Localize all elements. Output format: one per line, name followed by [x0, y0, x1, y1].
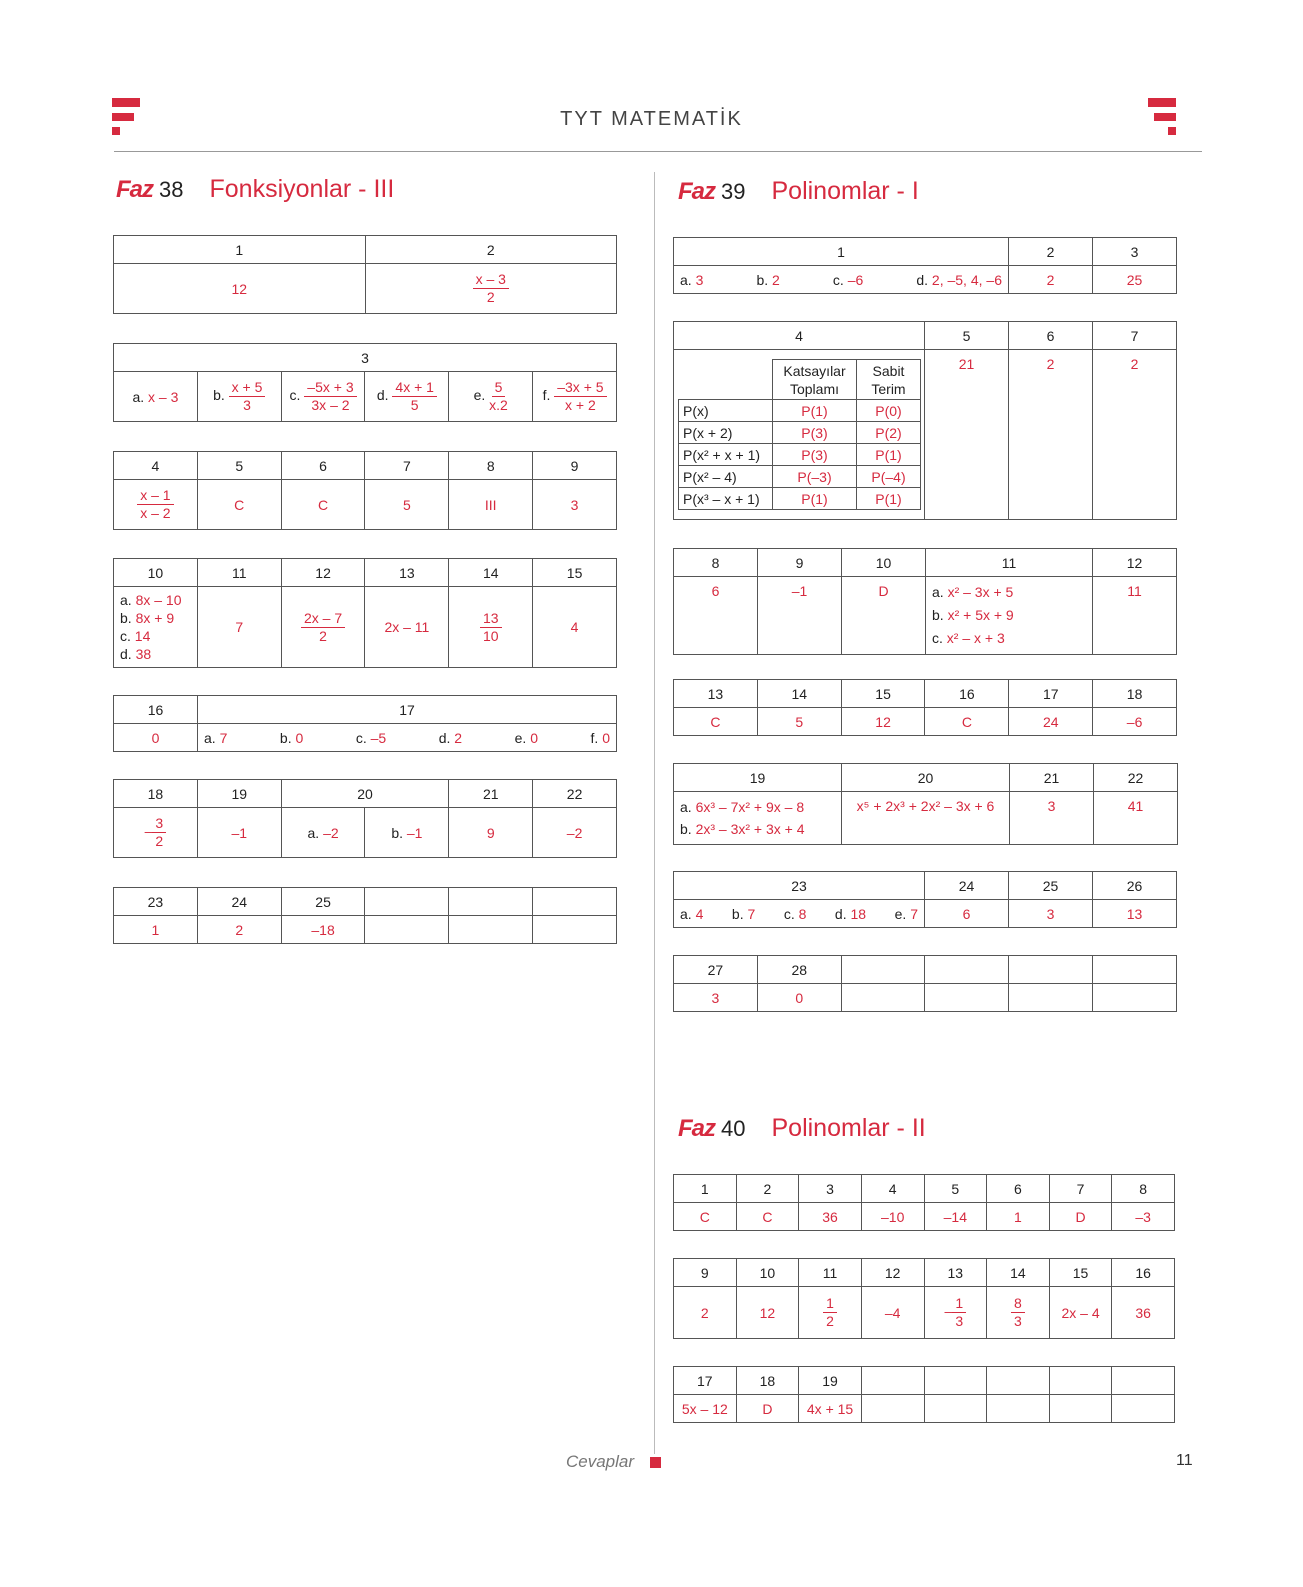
answer-cell: a. 7 b. 0 c. –5 d. 2 e. 0 f. 0 [198, 724, 617, 752]
answer-cell: a. 4 b. 7 c. 8 d. 18 e. 7 [674, 900, 925, 928]
header-cell: 22 [1094, 764, 1178, 792]
header-cell: 15 [841, 680, 925, 708]
answer-cell: 21 [925, 350, 1009, 520]
empty-cell [987, 1367, 1050, 1395]
header-cell: 16 [925, 680, 1009, 708]
footer-label: Cevaplar [566, 1452, 635, 1471]
header-cell: 24 [197, 888, 281, 916]
s39-table-3 [673, 548, 1177, 655]
empty-cell [365, 916, 449, 944]
faz-label: Faz [678, 1115, 716, 1142]
answer-cell: 4x + 15 [799, 1395, 862, 1423]
footer-square-icon [650, 1457, 661, 1468]
header-cell: 13 [924, 1259, 987, 1287]
answer-cell: –3 [1112, 1203, 1175, 1231]
header-cell: 14 [449, 559, 533, 587]
answer-cell: – $\frac{1}{3}$ [924, 1287, 987, 1339]
header-cell: 2 [365, 236, 617, 264]
s38-table-2 [113, 343, 617, 422]
header-cell: 12 [1093, 549, 1177, 577]
faz-label: Faz [678, 178, 716, 205]
column-divider [654, 172, 655, 1454]
section-title: Polinomlar - II [771, 1114, 926, 1142]
s39-table-2 [673, 321, 1177, 520]
header-cell: 12 [281, 559, 365, 587]
header-divider [114, 151, 1202, 152]
header-cell: 20 [842, 764, 1010, 792]
header-cell: Katsayılar Toplamı [773, 360, 857, 400]
section-title: Fonksiyonlar - III [209, 175, 395, 203]
header-cell: 6 [987, 1175, 1050, 1203]
empty-cell [1112, 1367, 1175, 1395]
answer-cell: b. –1 [365, 808, 449, 858]
answer-cell: P(1) [857, 444, 921, 466]
header-cell: 4 [861, 1175, 924, 1203]
answer-cell: D [736, 1395, 799, 1423]
empty-cell [1093, 984, 1177, 1012]
answer-cell: 6 [674, 577, 758, 655]
row-label: P(x³ – x + 1) [679, 488, 773, 510]
answer-cell: 36 [1112, 1287, 1175, 1339]
answer-cell: a. x² – 3x + 5 b. x² + 5x + 9 c. x² – x + 3 [926, 577, 1093, 655]
header-cell: 7 [1093, 322, 1177, 350]
header-cell: 3 [1093, 238, 1177, 266]
header-cell: 16 [1112, 1259, 1175, 1287]
footer [566, 1452, 661, 1472]
header-cell: 17 [674, 1367, 737, 1395]
header-cell: 19 [674, 764, 842, 792]
empty-cell [365, 888, 449, 916]
answer-cell: 24 [1009, 708, 1093, 736]
section-39-heading [678, 177, 919, 206]
answer-cell: 12 [114, 264, 366, 314]
answer-cell: –14 [924, 1203, 987, 1231]
answer-cell: 2 [1009, 350, 1093, 520]
header-cell: 4 [674, 322, 925, 350]
s40-table-3 [673, 1366, 1175, 1423]
answer-cell: 12 [736, 1287, 799, 1339]
header-cell: 8 [1112, 1175, 1175, 1203]
page-number: 11 [1176, 1452, 1193, 1469]
empty-cell [533, 888, 617, 916]
header-cell: 6 [1009, 322, 1093, 350]
page-title: TYT MATEMATİK [560, 108, 743, 130]
header-cell: 1 [674, 1175, 737, 1203]
answer-cell: a. 6x³ – 7x² + 9x – 8 b. 2x³ – 3x² + 3x + 4 [674, 792, 842, 845]
answer-cell: 3 [1010, 792, 1094, 845]
header-cell: 7 [365, 452, 449, 480]
header-cell: 3 [114, 344, 617, 372]
answer-cell: –1 [758, 577, 842, 655]
faz-label: Faz [116, 176, 154, 203]
answer-cell: $\frac{13}{10}$ [449, 587, 533, 668]
answer-cell: –10 [861, 1203, 924, 1231]
answer-cell: – $\frac{3}{2}$ [114, 808, 198, 858]
header-cell: 10 [114, 559, 198, 587]
answer-cell: D [1049, 1203, 1112, 1231]
header-cell: 20 [281, 780, 449, 808]
answer-cell: 41 [1094, 792, 1178, 845]
answer-cell: 2x – 11 [365, 587, 449, 668]
answer-cell: P(–3) [773, 466, 857, 488]
section-number: 40 [721, 1116, 746, 1141]
s39-table-7 [673, 955, 1177, 1012]
answer-cell: $\frac{x - 1}{x - 2}$ [114, 480, 198, 530]
empty-cell [1093, 956, 1177, 984]
s38-table-3 [113, 451, 617, 530]
answer-cell: a. 3 b. 2 c. –6 d. 2, –5, 4, –6 [674, 266, 1009, 294]
header-cell: 19 [799, 1367, 862, 1395]
empty-cell [861, 1395, 924, 1423]
answer-cell: –18 [281, 916, 365, 944]
header-cell: 25 [1009, 872, 1093, 900]
answer-cell: 11 [1093, 577, 1177, 655]
header-cell: 11 [197, 559, 281, 587]
answer-cell: C [674, 708, 758, 736]
empty-cell [841, 984, 925, 1012]
answer-cell: d. $\frac{4x + 1}{5}$ [365, 372, 449, 422]
answer-cell: P(3) [773, 422, 857, 444]
polynomial-subtable [678, 359, 921, 510]
header-cell: 17 [1009, 680, 1093, 708]
header-cell: 25 [281, 888, 365, 916]
answer-cell: P(1) [857, 488, 921, 510]
row-label: P(x + 2) [679, 422, 773, 444]
answer-cell: 13 [1093, 900, 1177, 928]
header-cell: 5 [197, 452, 281, 480]
header-cell: 9 [674, 1259, 737, 1287]
header-cell: 2 [736, 1175, 799, 1203]
s39-table-6 [673, 871, 1177, 928]
answer-cell: $\frac{2x - 7}{2}$ [281, 587, 365, 668]
s38-table-6 [113, 779, 617, 858]
answer-cell: 25 [1093, 266, 1177, 294]
header-cell: 9 [533, 452, 617, 480]
header-cell: 21 [1010, 764, 1094, 792]
header-cell: 23 [114, 888, 198, 916]
header-cell: 14 [987, 1259, 1050, 1287]
header-cell: 1 [114, 236, 366, 264]
s39-table-5 [673, 763, 1178, 845]
answer-cell: a. –2 [281, 808, 365, 858]
header-cell: 10 [736, 1259, 799, 1287]
empty-cell [1049, 1395, 1112, 1423]
header-cell: 28 [757, 956, 841, 984]
answer-cell: 0 [114, 724, 198, 752]
answer-cell: c. $\frac{-5x + 3}{3x - 2}$ [281, 372, 365, 422]
answer-cell: 5x – 12 [674, 1395, 737, 1423]
answer-cell: 9 [449, 808, 533, 858]
empty-cell [841, 956, 925, 984]
answer-cell: 3 [674, 984, 758, 1012]
answer-cell: 5 [365, 480, 449, 530]
section-40-heading [678, 1114, 926, 1143]
header-cell: 8 [674, 549, 758, 577]
header-cell: 27 [674, 956, 758, 984]
answer-cell: C [197, 480, 281, 530]
answer-cell: P(–4) [857, 466, 921, 488]
header-cell: 8 [449, 452, 533, 480]
answer-cell: 2x – 4 [1049, 1287, 1112, 1339]
header-cell: 10 [842, 549, 926, 577]
empty-cell [924, 1395, 987, 1423]
answer-cell: 12 [841, 708, 925, 736]
header-cell: 14 [757, 680, 841, 708]
answer-cell: –1 [197, 808, 281, 858]
answer-cell: 7 [197, 587, 281, 668]
section-number: 38 [159, 177, 184, 202]
s38-table-4 [113, 558, 617, 668]
answer-cell: 5 [757, 708, 841, 736]
answer-cell: e. $\frac{5}{x.2}$ [449, 372, 533, 422]
header-cell: 18 [736, 1367, 799, 1395]
answer-cell: f. $\frac{-3x + 5}{x + 2}$ [533, 372, 617, 422]
empty-cell [1112, 1395, 1175, 1423]
answer-cell: P(1) [773, 400, 857, 422]
answer-cell: $\frac{1}{2}$ [799, 1287, 862, 1339]
header-cell: 2 [1009, 238, 1093, 266]
answer-cell: –6 [1093, 708, 1177, 736]
answer-cell: 2 [1093, 350, 1177, 520]
answer-cell: –4 [861, 1287, 924, 1339]
answer-cell [365, 264, 617, 314]
s40-table-1 [673, 1174, 1175, 1231]
answer-cell: a. 8x – 10 b. 8x + 9 c. 14 d. 38 [114, 587, 198, 668]
answer-cell: 6 [925, 900, 1009, 928]
header-cell: 26 [1093, 872, 1177, 900]
header-cell: 18 [114, 780, 198, 808]
answer-cell: 2 [197, 916, 281, 944]
header-cell: 15 [533, 559, 617, 587]
section-38-heading [116, 175, 394, 204]
empty-cell [925, 956, 1009, 984]
header-cell: 9 [758, 549, 842, 577]
empty-cell [533, 916, 617, 944]
answer-cell: 4 [533, 587, 617, 668]
answer-cell: –2 [533, 808, 617, 858]
s38-table-1 [113, 235, 617, 314]
header-cell: 19 [197, 780, 281, 808]
header-cell: 13 [674, 680, 758, 708]
answer-cell: P(1) [773, 488, 857, 510]
s38-table-7 [113, 887, 617, 944]
answer-cell: 0 [757, 984, 841, 1012]
header-cell: 4 [114, 452, 198, 480]
header-cell: 5 [924, 1175, 987, 1203]
s39-table-4 [673, 679, 1177, 736]
empty-cell [449, 888, 533, 916]
answer-cell: P(3) [773, 444, 857, 466]
empty-cell [924, 1367, 987, 1395]
row-label: P(x² + x + 1) [679, 444, 773, 466]
answer-cell: 3 [1009, 900, 1093, 928]
empty-cell [925, 984, 1009, 1012]
row-label: P(x² – 4) [679, 466, 773, 488]
header-cell: 1 [674, 238, 1009, 266]
answer-cell: P(2) [857, 422, 921, 444]
header-cell: 15 [1049, 1259, 1112, 1287]
header-cell: 22 [533, 780, 617, 808]
s38-table-5 [113, 695, 617, 752]
header-cell: 7 [1049, 1175, 1112, 1203]
answer-cell: 2 [674, 1287, 737, 1339]
empty-cell [449, 916, 533, 944]
polynomial-subtable-cell [674, 350, 925, 520]
s39-table-1 [673, 237, 1177, 294]
answer-cell: 2 [1009, 266, 1093, 294]
answer-cell: C [925, 708, 1009, 736]
answer-cell: b. $\frac{x + 5}{3}$ [197, 372, 281, 422]
header-cell: 24 [925, 872, 1009, 900]
header-cell: 11 [926, 549, 1093, 577]
header-cell: 11 [799, 1259, 862, 1287]
header-cell: 5 [925, 322, 1009, 350]
answer-cell: 36 [799, 1203, 862, 1231]
empty-cell [987, 1395, 1050, 1423]
answer-cell: C [736, 1203, 799, 1231]
answer-cell: D [842, 577, 926, 655]
header-cell: 23 [674, 872, 925, 900]
header-cell: 18 [1093, 680, 1177, 708]
answer-cell: C [674, 1203, 737, 1231]
answer-cell: 1 [114, 916, 198, 944]
answer-cell: P(0) [857, 400, 921, 422]
empty-cell [679, 360, 773, 400]
answer-cell: a. x – 3 [114, 372, 198, 422]
empty-cell [1009, 984, 1093, 1012]
row-label: P(x) [679, 400, 773, 422]
header-cell: 6 [281, 452, 365, 480]
answer-cell: $\frac{8}{3}$ [987, 1287, 1050, 1339]
answer-cell: 1 [987, 1203, 1050, 1231]
header-cell: 13 [365, 559, 449, 587]
answer-cell: III [449, 480, 533, 530]
section-number: 39 [721, 179, 746, 204]
section-title: Polinomlar - I [771, 177, 919, 205]
header-cell: 17 [198, 696, 617, 724]
empty-cell [1009, 956, 1093, 984]
empty-cell [861, 1367, 924, 1395]
answer-cell: 3 [533, 480, 617, 530]
header-cell: 3 [799, 1175, 862, 1203]
header-cell: 21 [449, 780, 533, 808]
fraction: $\frac{x - 3}{2}$ [473, 271, 509, 306]
header-cell: 16 [114, 696, 198, 724]
header-cell: Sabit Terim [857, 360, 921, 400]
header-cell: 12 [861, 1259, 924, 1287]
empty-cell [1049, 1367, 1112, 1395]
answer-cell: C [281, 480, 365, 530]
s40-table-2 [673, 1258, 1175, 1339]
answer-cell: x⁵ + 2x³ + 2x² – 3x + 6 [842, 792, 1010, 845]
